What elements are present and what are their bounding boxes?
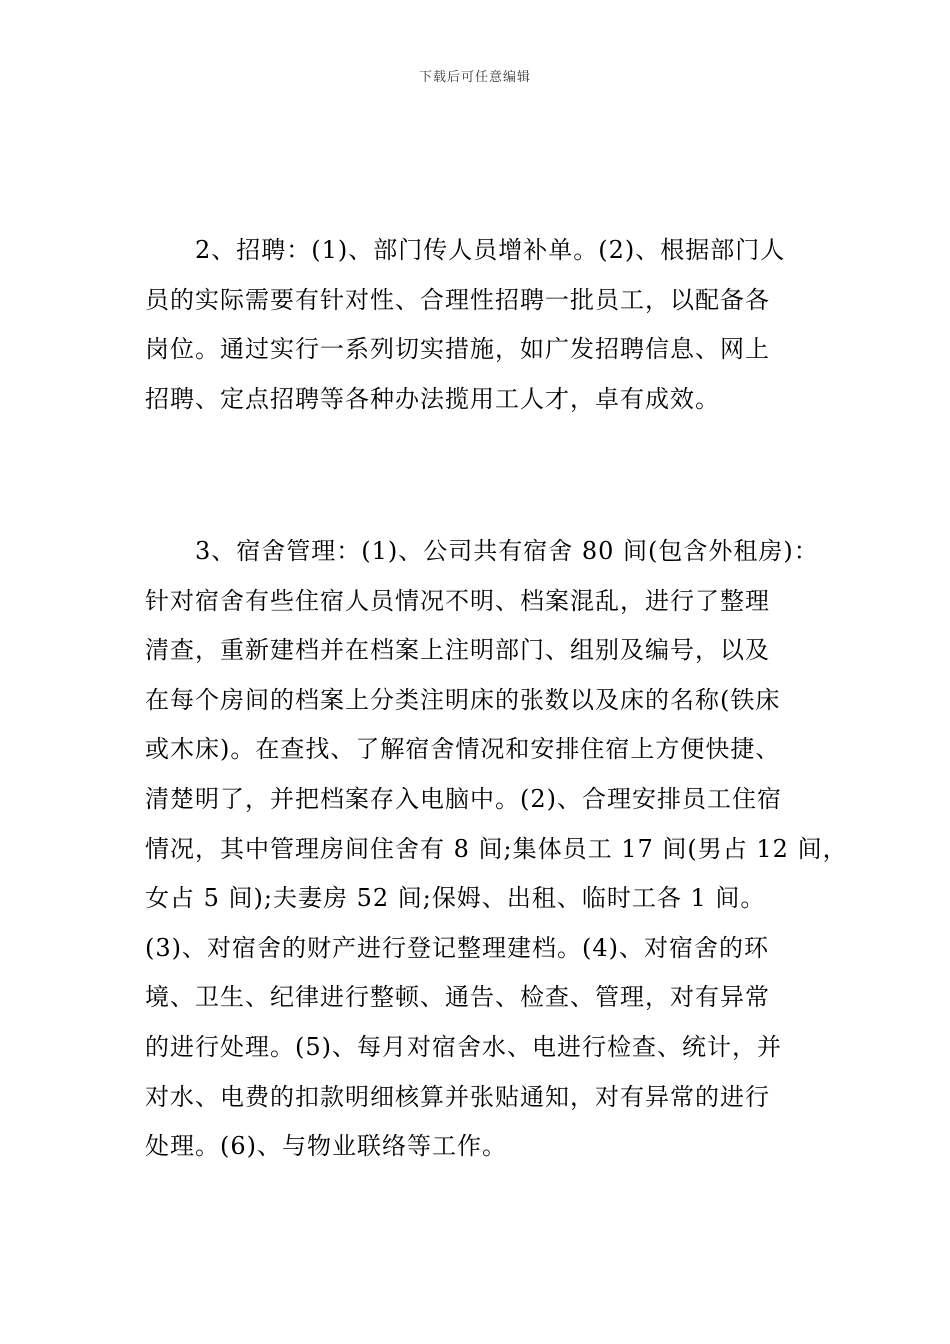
text-line: 处理。(6)、与物业联络等工作。 (145, 1132, 507, 1161)
text-line: 女占 5 间);夫妻房 52 间;保姆、出租、临时工各 1 间。 (145, 884, 766, 913)
text-line: 清查，重新建档并在档案上注明部门、组别及编号，以及 (145, 636, 770, 665)
text-line: 在每个房间的档案上分类注明床的张数以及床的名称(铁床 (145, 685, 781, 714)
text-line: 清楚明了，并把档案存入电脑中。(2)、合理安排员工住宿 (145, 784, 782, 813)
text-line: 或木床)。在查找、了解宿舍情况和安排住宿上方便快捷、 (145, 735, 781, 764)
text-line: 2、招聘：(1)、部门传人员增补单。(2)、根据部门人 (195, 236, 786, 264)
text-line: 情况，其中管理房间住舍有 8 间;集体员工 17 间(男占 12 间， (145, 834, 848, 863)
text-line: 针对宿舍有些住宿人员情况不明、档案混乱，进行了整理 (145, 586, 770, 615)
text-line: 招聘、定点招聘等各种办法揽用工人才，卓有成效。 (145, 384, 720, 413)
section-recruitment-paragraph (145, 226, 810, 424)
text-line: 岗位。通过实行一系列切实措施，如广发招聘信息、网上 (145, 335, 770, 364)
text-line: 对水、电费的扣款明细核算并张贴通知，对有异常的进行 (145, 1082, 770, 1111)
text-line: (3)、对宿舍的财产进行登记整理建档。(4)、对宿舍的环 (145, 933, 769, 962)
text-line: 境、卫生、纪律进行整顿、通告、检查、管理，对有异常 (145, 983, 770, 1012)
section-dormitory-paragraph (145, 527, 848, 1172)
text-line: 3、宿舍管理：(1)、公司共有宿舍 80 间(包含外租房)： (195, 537, 819, 565)
header-note: 下载后可任意编辑 (418, 70, 531, 85)
text-line: 的进行处理。(5)、每月对宿舍水、电进行检查、统计，并 (145, 1032, 782, 1061)
text-line: 员的实际需要有针对性、合理性招聘一批员工，以配备各 (145, 285, 770, 314)
